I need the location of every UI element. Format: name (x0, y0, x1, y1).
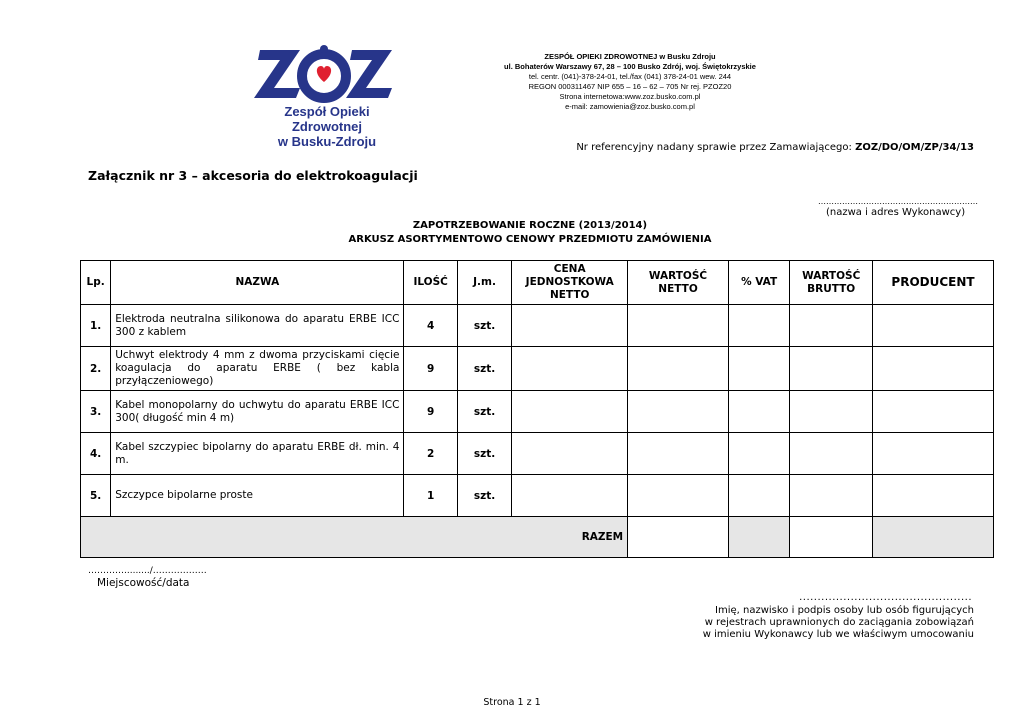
row-unit: szt. (457, 347, 511, 391)
signature-caption (654, 605, 974, 641)
net-value-cell[interactable] (628, 347, 729, 391)
table-row (81, 347, 994, 391)
header-lp: Lp. (81, 261, 111, 305)
price-cell[interactable] (512, 475, 628, 517)
vat-cell[interactable] (728, 391, 789, 433)
institution-name: ZESPÓŁ OPIEKI ZDROWOTNEJ w Busku Zdroju (544, 52, 716, 61)
vat-cell[interactable] (728, 433, 789, 475)
header-vat: % VAT (728, 261, 789, 305)
zoz-logo-mark (252, 44, 402, 104)
table-row (81, 305, 994, 347)
signature-line3: w imieniu Wykonawcy lub we właściwym umocowaniu (702, 629, 974, 640)
gross-value-cell[interactable] (790, 347, 873, 391)
total-label: RAZEM (81, 517, 628, 558)
signature-line1: Imię, nazwisko i podpis osoby lub osób figurujących (715, 605, 974, 616)
gross-value-cell[interactable] (790, 305, 873, 347)
institution-regon: REGON 000311467 NIP 655 – 16 – 62 – 705 Nr rej. PZOZ20 (528, 82, 732, 91)
gross-value-cell[interactable] (790, 475, 873, 517)
place-date-dots: …………........./……………… (88, 566, 207, 576)
row-name: Kabel szczypiec bipolarny do aparatu ERBE dł. min. 4 m. (111, 433, 404, 475)
document-title: Załącznik nr 3 – akcesoria do elektrokoagulacji (88, 168, 418, 183)
row-unit: szt. (457, 305, 511, 347)
price-cell[interactable] (512, 391, 628, 433)
net-value-cell[interactable] (628, 433, 729, 475)
row-qty: 4 (404, 305, 457, 347)
row-lp: 2. (81, 347, 111, 391)
table-header-row (81, 261, 994, 305)
row-unit: szt. (457, 433, 511, 475)
gross-value-cell[interactable] (790, 391, 873, 433)
sheet-heading-line1: ZAPOTRZEBOWANIE ROCZNE (2013/2014) (412, 220, 648, 231)
row-lp: 5. (81, 475, 111, 517)
sheet-heading-line2: ARKUSZ ASORTYMENTOWO CENOWY PRZEDMIOTU ZAMÓWIENIA (348, 234, 712, 245)
logo-line2: w Busku-Zdroju (277, 134, 377, 149)
row-qty: 9 (404, 347, 457, 391)
row-name: Kabel monopolarny do uchwytu do aparatu ERBE ICC 300( długość min 4 m) (111, 391, 404, 433)
institution-email: e-mail: zamowienia@zoz.busko.com.pl (565, 102, 695, 111)
reference-label: Nr referencyjny nadany sprawie przez Zamawiającego: (576, 142, 856, 153)
table-row (81, 433, 994, 475)
vat-cell[interactable] (728, 475, 789, 517)
page-number: Strona 1 z 1 (483, 697, 541, 708)
net-value-cell[interactable] (628, 305, 729, 347)
row-unit: szt. (457, 391, 511, 433)
place-date-label: Miejscowość/data (97, 577, 190, 589)
total-row (81, 517, 994, 558)
row-lp: 4. (81, 433, 111, 475)
price-cell[interactable] (512, 305, 628, 347)
gross-value-cell[interactable] (790, 433, 873, 475)
institution-header (470, 52, 790, 112)
table-row (81, 475, 994, 517)
signature-dots: ............................................... (799, 592, 972, 603)
contractor-label: (nazwa i adres Wykonawcy) (826, 207, 966, 218)
vat-cell[interactable] (728, 305, 789, 347)
header-nazwa: NAZWA (111, 261, 404, 305)
producer-cell[interactable] (873, 433, 994, 475)
total-net-cell[interactable] (628, 517, 729, 558)
header-producent: PRODUCENT (873, 261, 994, 305)
total-producer-cell (873, 517, 994, 558)
row-lp: 1. (81, 305, 111, 347)
zoz-logo (252, 44, 402, 149)
vat-cell[interactable] (728, 347, 789, 391)
reference-value: ZOZ/DO/OM/ZP/34/13 (855, 142, 974, 153)
header-ilosc: ILOŚĆ (404, 261, 457, 305)
row-name: Szczypce bipolarne proste (111, 475, 404, 517)
net-value-cell[interactable] (628, 391, 729, 433)
total-vat-cell (728, 517, 789, 558)
producer-cell[interactable] (873, 347, 994, 391)
sheet-heading (300, 219, 760, 247)
row-lp: 3. (81, 391, 111, 433)
price-table (80, 260, 994, 558)
institution-web: Strona internetowa:www.zoz.busko.com.pl (559, 92, 701, 101)
row-qty: 9 (404, 391, 457, 433)
producer-cell[interactable] (873, 475, 994, 517)
institution-address: ul. Bohaterów Warszawy 67, 28 – 100 Busko Zdrój, woj. Świętokrzyskie (504, 62, 756, 71)
price-cell[interactable] (512, 347, 628, 391)
logo-line1: Zespół Opieki Zdrowotnej (284, 104, 370, 134)
row-unit: szt. (457, 475, 511, 517)
producer-cell[interactable] (873, 305, 994, 347)
row-name: Elektroda neutralna silikonowa do aparatu ERBE ICC 300 z kablem (111, 305, 404, 347)
row-name: Uchwyt elektrody 4 mm z dwoma przyciskami cięcie koagulacja do aparatu ERBE ( bez kabla przyłączeniowego) (111, 347, 404, 391)
institution-phone: tel. centr. (041)-378-24-01, tel./fax (041) 378-24-01 wew. 244 (528, 72, 732, 81)
header-wartosc-brutto: WARTOŚĆ BRUTTO (790, 261, 873, 305)
total-gross-cell[interactable] (790, 517, 873, 558)
net-value-cell[interactable] (628, 475, 729, 517)
header-jm: J.m. (457, 261, 511, 305)
reference-number (576, 142, 974, 153)
header-cena: CENA JEDNOSTKOWA NETTO (512, 261, 628, 305)
price-cell[interactable] (512, 433, 628, 475)
header-wartosc-netto: WARTOŚĆ NETTO (628, 261, 729, 305)
signature-line2: w rejestrach uprawnionych do zaciągania zobowiązań (704, 617, 974, 628)
producer-cell[interactable] (873, 391, 994, 433)
row-qty: 2 (404, 433, 457, 475)
contractor-dots: …………………………………………………… (818, 197, 978, 206)
row-qty: 1 (404, 475, 457, 517)
table-row (81, 391, 994, 433)
